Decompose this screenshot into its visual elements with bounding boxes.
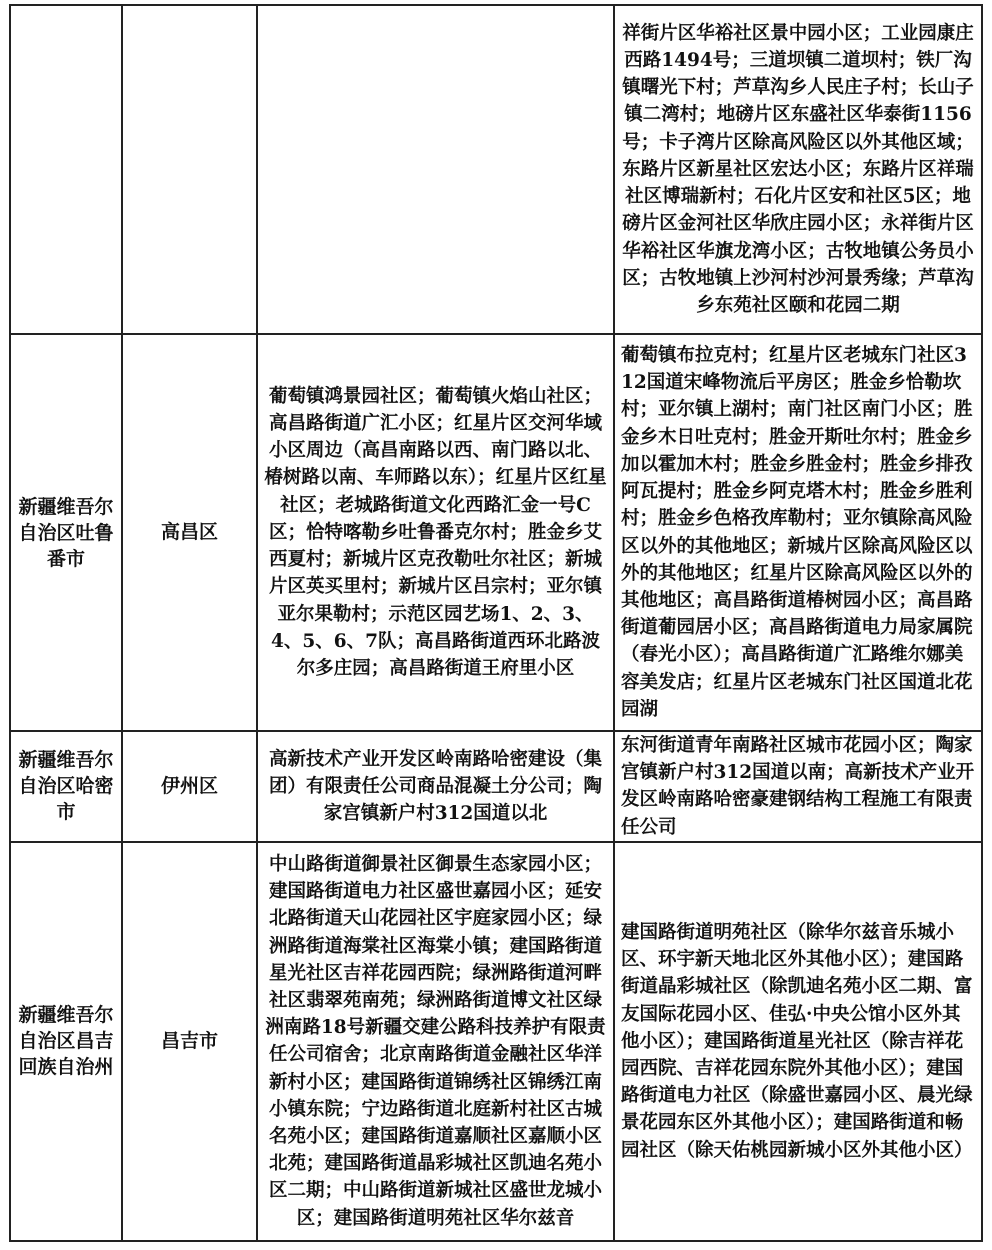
province-cell: 新疆维吾尔自治区昌吉回族自治州 [10,842,122,1241]
table-row [10,5,982,334]
province-cell [10,5,122,334]
low-risk-cell: 葡萄镇布拉克村；红星片区老城东门社区312国道宋峰物流后平房区；胜金乡恰勒坎村；亚尔镇上湖村；南门社区南门小区；胜金乡木日吐克村；胜金开斯吐尔村；胜金乡加以霍加木村；胜金乡胜金村；胜金乡排孜阿瓦提村；胜金乡阿克塔木村；胜金乡胜利村；胜金乡色格孜库勒村；亚尔镇除高风险区以外的其他地区；新城片区除高风险区以外的其他地区；红星片区除高风险区以外的其他地区；高昌路街道椿树园小区；高昌路街道葡园居小区；高昌路街道电力局家属院（春光小区）；高昌路街道广汇路维尔娜美容美发店；红星片区老城东门社区国道北花园湖 [614,334,982,731]
high-risk-cell: 中山路街道御景社区御景生态家园小区；建国路街道电力社区盛世嘉园小区；延安北路街道天山花园社区宇庭家园小区；绿洲路街道海棠社区海棠小镇；建国路街道星光社区吉祥花园西院；绿洲路街道河畔社区翡翠苑南苑；绿洲路街道博文社区绿洲南路18号新疆交建公路科技养护有限责任公司宿舍；北京南路街道金融社区华洋新村小区；建国路街道锦绣社区锦绣江南小镇东院；宁边路街道北庭新村社区古城名苑小区；建国路街道嘉顺社区嘉顺小区北苑；建国路街道晶彩城社区凯迪名苑小区二期；中山路街道新城社区盛世龙城小区；建国路街道明苑社区华尔兹音 [257,842,614,1241]
district-cell: 昌吉市 [122,842,257,1241]
risk-area-table [9,4,983,1242]
district-cell: 伊州区 [122,731,257,842]
high-risk-cell: 葡萄镇鸿景园社区；葡萄镇火焰山社区；高昌路街道广汇小区；红星片区交河华域小区周边（高昌南路以西、南门路以北、椿树路以南、车师路以东）；红星片区红星社区；老城路街道文化西路汇金一号C区；恰特喀勒乡吐鲁番克尔村；胜金乡艾西夏村；新城片区克孜勒吐尔社区；新城片区英买里村；新城片区吕宗村；亚尔镇亚尔果勒村；示范区园艺场1、2、3、4、5、6、7队；高昌路街道西环北路波尔多庄园；高昌路街道王府里小区 [257,334,614,731]
high-risk-cell: 高新技术产业开发区岭南路哈密建设（集团）有限责任公司商品混凝土分公司；陶家宫镇新户村312国道以北 [257,731,614,842]
low-risk-cell: 建国路街道明苑社区（除华尔兹音乐城小区、环宇新天地北区外其他小区）；建国路街道晶彩城社区（除凯迪名苑小区二期、富友国际花园小区、佳弘·中央公馆小区外其他小区）；建国路街道星光社区（除吉祥花园西院、吉祥花园东院外其他小区）；建国路街道电力社区（除盛世嘉园小区、晨光绿景花园东区外其他小区）；建国路街道和畅园社区（除天佑桃园新城小区外其他小区） [614,842,982,1241]
district-cell: 高昌区 [122,334,257,731]
province-cell: 新疆维吾尔自治区吐鲁番市 [10,334,122,731]
province-cell: 新疆维吾尔自治区哈密市 [10,731,122,842]
table-row [10,731,982,842]
table-row [10,842,982,1241]
high-risk-cell [257,5,614,334]
low-risk-cell: 祥街片区华裕社区景中园小区；工业园康庄西路1494号；三道坝镇二道坝村；铁厂沟镇曙光下村；芦草沟乡人民庄子村；长山子镇二湾村；地磅片区东盛社区华泰街1156号；卡子湾片区除高风险区以外其他区域；东路片区新星社区宏达小区；东路片区祥瑞社区博瑞新村；石化片区安和社区5区；地磅片区金河社区华欣庄园小区；永祥街片区华裕社区华旗龙湾小区；古牧地镇公务员小区；古牧地镇上沙河村沙河景秀缘；芦草沟乡东苑社区颐和花园二期 [614,5,982,334]
table-row [10,334,982,731]
district-cell [122,5,257,334]
low-risk-cell: 东河街道青年南路社区城市花园小区；陶家宫镇新户村312国道以南；高新技术产业开发区岭南路哈密豪建钢结构工程施工有限责任公司 [614,731,982,842]
